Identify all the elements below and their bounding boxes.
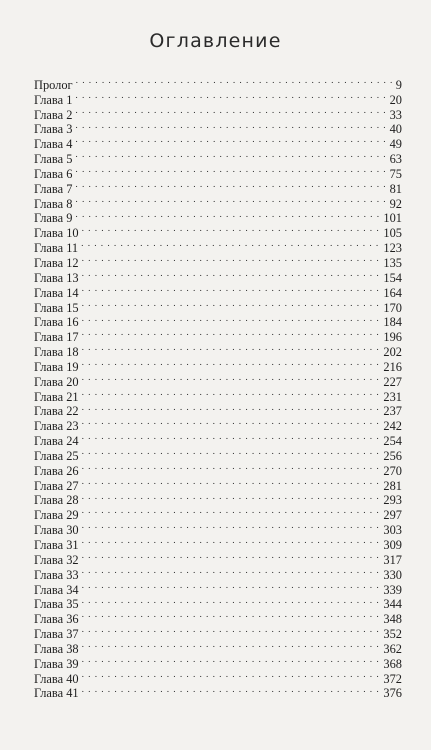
toc-entry-page-number: 202 — [383, 345, 402, 360]
toc-entry-page-number: 9 — [395, 77, 402, 92]
toc-entry-page-number: 339 — [383, 582, 402, 597]
toc-entry-label: Глава 15 — [34, 300, 79, 315]
dot-leader — [82, 519, 382, 534]
toc-entry-label: Глава 14 — [34, 285, 79, 300]
toc-entry-label: Глава 10 — [34, 226, 79, 241]
toc-entry — [34, 490, 402, 508]
toc-entry-page-number: 281 — [383, 478, 402, 493]
toc-entry — [34, 594, 402, 612]
toc-entry-page-number: 376 — [383, 686, 402, 701]
toc-entry-page-number: 368 — [383, 656, 402, 671]
toc-entry-label: Глава 1 — [34, 92, 73, 107]
toc-entry-page-number: 123 — [383, 241, 402, 256]
toc-entry-page-number: 216 — [383, 359, 402, 374]
toc-entry-page-number: 101 — [383, 211, 402, 226]
dot-leader — [75, 193, 387, 208]
toc-entry-label: Глава 6 — [34, 166, 73, 181]
dot-leader — [82, 549, 382, 564]
toc-entry-label: Глава 7 — [34, 181, 73, 196]
table-of-contents — [34, 74, 402, 701]
dot-leader — [82, 594, 382, 609]
dot-leader — [82, 297, 382, 312]
toc-entry-label: Глава 3 — [34, 122, 73, 137]
toc-entry-page-number: 75 — [389, 166, 402, 181]
dot-leader — [82, 386, 382, 401]
toc-entry-page-number: 309 — [383, 538, 402, 552]
toc-entry — [34, 208, 402, 226]
dot-leader — [82, 460, 382, 475]
toc-entry-page-number: 317 — [383, 552, 402, 567]
toc-entry-page-number: 231 — [383, 389, 402, 404]
dot-leader — [82, 668, 382, 683]
toc-entry — [34, 267, 402, 285]
dot-leader — [82, 356, 382, 371]
toc-entry-page-number: 154 — [383, 270, 402, 285]
dot-leader — [82, 579, 382, 594]
toc-entry-label: Глава 38 — [34, 641, 79, 656]
toc-entry-page-number: 293 — [383, 493, 402, 508]
toc-entry-page-number: 92 — [389, 196, 402, 211]
toc-entry-page-number: 135 — [383, 255, 402, 270]
toc-entry-page-number: 49 — [389, 137, 402, 152]
toc-entry — [34, 534, 402, 552]
toc-entry-page-number: 227 — [383, 374, 402, 389]
dot-leader — [75, 178, 387, 193]
toc-entry — [34, 89, 402, 107]
toc-entry — [34, 222, 402, 241]
dot-leader — [82, 638, 382, 653]
dot-leader — [82, 623, 382, 638]
toc-entry-label: Глава 19 — [34, 359, 79, 374]
toc-entry — [34, 608, 402, 627]
toc-entry — [34, 475, 402, 493]
toc-entry-page-number: 33 — [389, 107, 402, 122]
toc-entry — [34, 564, 402, 582]
toc-entry-label: Глава 29 — [34, 508, 79, 523]
toc-entry-label: Глава 2 — [34, 107, 73, 122]
toc-entry-label: Глава 8 — [34, 196, 73, 211]
toc-entry-page-number: 40 — [389, 122, 402, 137]
toc-entry-label: Глава 39 — [34, 656, 79, 671]
toc-entry — [34, 341, 402, 360]
dot-leader — [82, 312, 382, 327]
dot-leader — [75, 89, 387, 104]
toc-entry-page-number: 256 — [383, 448, 402, 463]
toc-entry-label: Глава 41 — [34, 686, 79, 701]
toc-entry-page-number: 303 — [383, 523, 402, 538]
toc-entry — [34, 282, 402, 300]
toc-entry-label: Глава 9 — [34, 211, 73, 226]
dot-leader — [82, 608, 382, 623]
toc-entry — [34, 430, 402, 449]
toc-entry-label: Глава 12 — [34, 255, 79, 270]
dot-leader — [76, 74, 394, 89]
toc-entry — [34, 178, 402, 196]
toc-entry — [34, 504, 402, 523]
dot-leader — [82, 267, 382, 282]
dot-leader — [82, 341, 382, 356]
toc-entry-label: Глава 5 — [34, 152, 73, 167]
toc-entry — [34, 133, 402, 152]
dot-leader — [75, 208, 381, 223]
toc-entry-page-number: 184 — [383, 315, 402, 330]
toc-entry — [34, 623, 402, 642]
toc-entry-label: Глава 20 — [34, 374, 79, 389]
toc-entry-page-number: 344 — [383, 597, 402, 612]
dot-leader — [82, 683, 382, 698]
toc-entry-page-number: 270 — [383, 463, 402, 478]
toc-entry — [34, 445, 402, 463]
toc-entry-label: Глава 11 — [34, 241, 79, 256]
dot-leader — [82, 534, 382, 549]
toc-entry — [34, 74, 402, 92]
toc-entry-label: Глава 31 — [34, 538, 79, 552]
toc-entry-label: Глава 16 — [34, 315, 79, 330]
toc-entry-label: Глава 36 — [34, 612, 79, 627]
toc-entry-label: Глава 25 — [34, 448, 79, 463]
toc-entry-page-number: 254 — [383, 434, 402, 449]
toc-entry — [34, 638, 402, 656]
toc-entry-label: Глава 21 — [34, 389, 79, 404]
toc-entry — [34, 312, 402, 330]
dot-leader — [82, 282, 382, 297]
page-title: Оглавление — [149, 30, 282, 52]
toc-entry-label: Глава 4 — [34, 137, 73, 152]
dot-leader — [82, 415, 382, 430]
toc-entry-page-number: 348 — [383, 612, 402, 627]
toc-entry — [34, 519, 402, 538]
toc-entry — [34, 148, 402, 167]
toc-entry-label: Глава 34 — [34, 582, 79, 597]
toc-entry-label: Глава 27 — [34, 478, 79, 493]
toc-entry — [34, 252, 402, 270]
dot-leader — [82, 445, 382, 460]
toc-entry-label: Глава 22 — [34, 404, 79, 419]
toc-entry-label: Глава 37 — [34, 627, 79, 642]
dot-leader — [82, 326, 382, 341]
toc-entry-page-number: 170 — [383, 300, 402, 315]
toc-entry-label: Глава 26 — [34, 463, 79, 478]
toc-entry-label: Глава 18 — [34, 345, 79, 360]
toc-entry-page-number: 362 — [383, 641, 402, 656]
toc-entry-label: Глава 17 — [34, 330, 79, 345]
dot-leader — [75, 148, 387, 163]
toc-entry — [34, 460, 402, 478]
dot-leader — [75, 163, 387, 178]
toc-entry — [34, 386, 402, 404]
dot-leader — [82, 475, 382, 490]
toc-entry-page-number: 81 — [389, 181, 402, 196]
toc-entry-label: Глава 28 — [34, 493, 79, 508]
dot-leader — [82, 490, 382, 505]
dot-leader — [82, 430, 382, 445]
toc-entry — [34, 668, 402, 686]
toc-entry-label: Глава 33 — [34, 567, 79, 582]
toc-entry-page-number: 297 — [383, 508, 402, 523]
toc-entry-label: Глава 32 — [34, 552, 79, 567]
toc-entry-page-number: 20 — [389, 92, 402, 107]
dot-leader — [75, 119, 387, 134]
toc-entry-page-number: 164 — [383, 285, 402, 300]
toc-entry-page-number: 372 — [383, 671, 402, 686]
toc-entry — [34, 237, 402, 256]
toc-entry — [34, 119, 402, 137]
toc-entry — [34, 163, 402, 181]
dot-leader — [82, 653, 382, 668]
toc-entry — [34, 371, 402, 389]
toc-entry — [34, 297, 402, 315]
dot-leader — [82, 401, 382, 416]
dot-leader — [75, 133, 387, 148]
toc-entry-label: Глава 23 — [34, 419, 79, 434]
toc-entry-label: Пролог — [34, 77, 73, 92]
dot-leader — [82, 252, 382, 267]
toc-entry — [34, 579, 402, 597]
toc-entry-label: Глава 30 — [34, 523, 79, 538]
toc-entry-page-number: 105 — [383, 226, 402, 241]
toc-entry — [34, 415, 402, 434]
toc-entry — [34, 193, 402, 211]
toc-entry — [34, 549, 402, 567]
toc-entry-page-number: 352 — [383, 627, 402, 642]
toc-entry — [34, 401, 402, 419]
toc-entry — [34, 104, 402, 122]
toc-entry-page-number: 330 — [383, 567, 402, 582]
toc-entry-label: Глава 13 — [34, 270, 79, 285]
toc-entry — [34, 356, 402, 374]
dot-leader — [82, 371, 382, 386]
dot-leader — [82, 504, 382, 519]
toc-entry-page-number: 237 — [383, 404, 402, 419]
toc-entry — [34, 653, 402, 671]
toc-entry-page-number: 196 — [383, 330, 402, 345]
toc-entry — [34, 683, 402, 701]
toc-entry-page-number: 63 — [389, 152, 402, 167]
toc-entry-label: Глава 40 — [34, 671, 79, 686]
dot-leader — [82, 222, 382, 237]
toc-entry-page-number: 242 — [383, 419, 402, 434]
toc-entry — [34, 326, 402, 345]
dot-leader — [75, 104, 387, 119]
toc-entry-label: Глава 24 — [34, 434, 79, 449]
dot-leader — [81, 237, 381, 252]
dot-leader — [82, 564, 382, 579]
toc-entry-label: Глава 35 — [34, 597, 79, 612]
